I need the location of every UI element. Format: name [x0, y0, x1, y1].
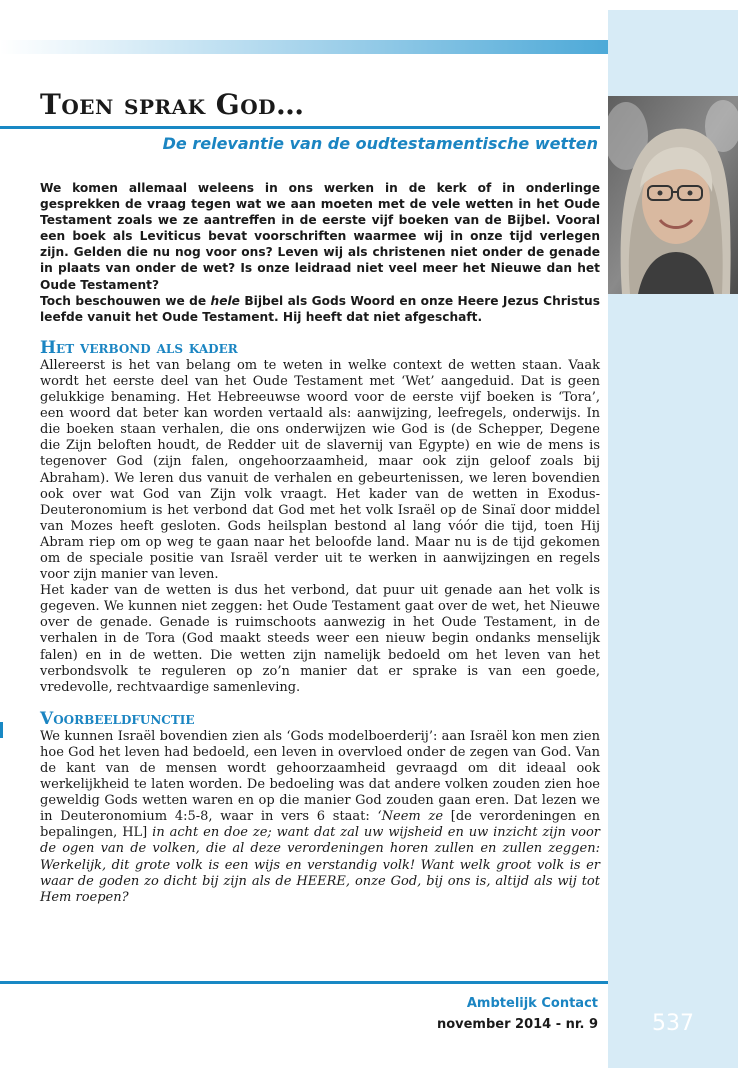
- article-body: [40, 180, 600, 906]
- section-heading-verbond: Het verbond als kader: [40, 337, 238, 358]
- section-1-paragraph-1: Allereerst is het van belang om te weten in welke context de wetten staan. Vaak wordt het eerste deel van het Oude Testament met ‘Wet’ aangeduid. Dat is geen gelukkige benaming. Het Hebreeuwse woord voor de eerste vijf boeken is ‘Tora’, een woord dat beter kan worden vertaald als: aanwijzing, leefregels, onderwijs. In die boeken staan verhalen, die ons onderwijzen wie God is (de Schepper, Degene die Zijn beloften houdt, de Redder uit de slavernij van Egypte) en wie de mens is tegenover God (zijn falen, ongehoorzaamheid, maar ook zijn geloof zoals bij Abraham). We leren dus vanuit de verhalen en gebeurtenissen, we leren bovendien ook over wat God van Zijn volk vraagt. Het kader van de wetten in Exodus-Deuteronomium is het verbond dat God met het volk Israël op de Sinaï door middel van Mozes heeft gesloten. Gods heilsplan bestond al lang vóór die tijd, toen Hij Abram riep om op weg te gaan naar het beloofde land. Maar nu is de tijd gekomen om de speciale positie van Israël verder uit te werken in aanwijzingen en regels voor zijn manier van leven.: [40, 357, 600, 583]
- magazine-name: Ambtelijk Contact: [466, 996, 598, 1011]
- author-photo: [608, 96, 738, 294]
- title-divider: [0, 126, 600, 129]
- intro-paragraph-1: We komen allemaal weleens in ons werken in de kerk of in onderlinge gesprekken de vraag tegen wat we aan moeten met de vele wetten in het Oude Testament zoals we ze aantreffen in de eerste vijf boeken van de Bijbel. Vooral een boek als Leviticus bevat voorschriften waarmee wij in onze tijd verlegen zijn. Gelden die nu nog voor ons? Leven wij als christenen niet onder de genade in plaats van onder de wet? Is onze leidraad niet veel meer het Nieuwe dan het Oude Testament?: [40, 181, 600, 292]
- section-heading-voorbeeldfunctie: Voorbeeldfunctie: [40, 708, 195, 729]
- margin-marker: [0, 722, 3, 738]
- page-number: 537: [652, 1011, 694, 1036]
- section-2-paragraph-1: We kunnen Israël bovendien zien als ‘Gods modelboerderij’: aan Israël kon men zien hoe God het leven had bedoeld, een leven in overvloed onder de zegen van God. Van de kant van de mensen wordt gehoorzaamheid gevraagd om dit ideaal ook werkelijkheid te laten worden. De bedoeling was dat andere volken zouden zien hoe geweldig Gods wetten waren en op die manier God zouden gaan eren. Dat lezen we in Deuteronomium 4:5-8, waar in vers 6 staat: ‘Neem ze [de verordeningen en bepalingen, HL] in acht en doe ze; want dat zal uw wijsheid en uw inzicht zijn voor de ogen van de volken, die al deze verordeningen horen zullen en zullen zeggen: Werkelijk, dit grote volk is een wijs en verstandig volk! Want welk groot volk is er waar de goden zo dicht bij zijn als de HEERE, onze God, bij ons is, altijd als wij tot Hem roepen?: [40, 728, 600, 905]
- intro-paragraph-2: Toch beschouwen we de hele Bijbel als Gods Woord en onze Heere Jezus Christus leefde vanuit het Oude Testament. Hij heeft dat niet afgeschaft.: [40, 293, 600, 324]
- article-subtitle: De relevantie van de oudtestamentische wetten: [162, 134, 598, 153]
- footer-divider: [0, 981, 608, 984]
- issue-label: november 2014 - nr. 9: [436, 1017, 598, 1032]
- article-title: Toen sprak God…: [40, 88, 305, 121]
- section-1-paragraph-2: Het kader van de wetten is dus het verbond, dat puur uit genade aan het volk is gegeven. We kunnen niet zeggen: het Oude Testament gaat over de wet, het Nieuwe over de genade. Genade is ruimschoots aanwezig in het Oude Testament, in de verhalen in de Tora (God maakt steeds weer een nieuw begin ondanks menselijk falen) en in de wetten. Die wetten zijn namelijk bedoeld om het leven van het verbondsvolk te reguleren op zo’n manier dat er sprake is van een goede, vredevolle, rechtvaardige samenleving.: [40, 583, 600, 695]
